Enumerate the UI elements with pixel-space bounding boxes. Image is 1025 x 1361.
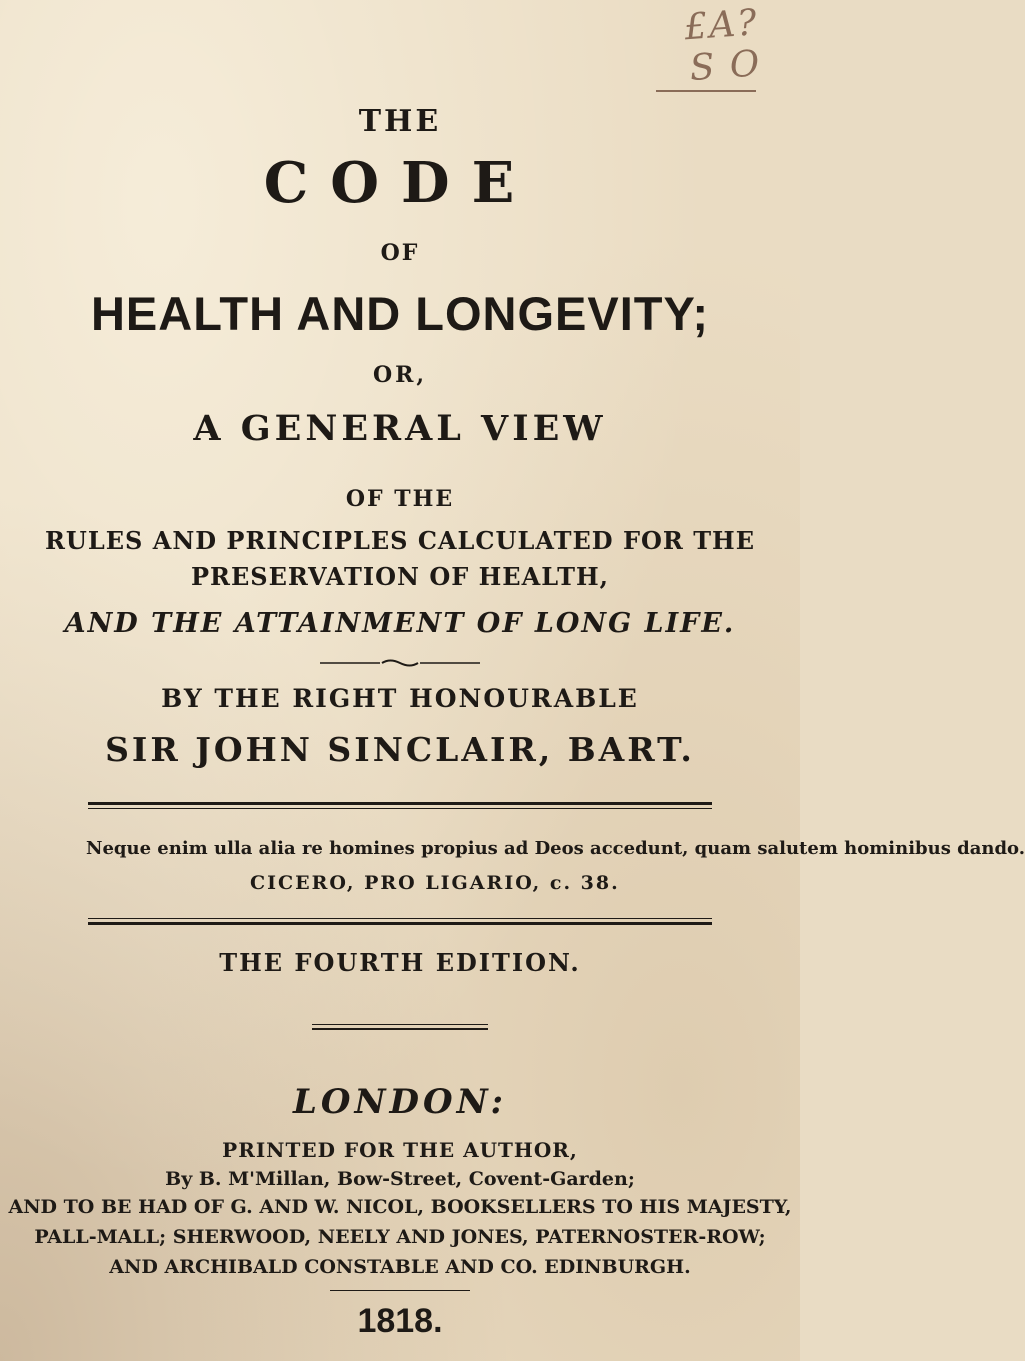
title-code: CODE [263,150,537,216]
subtitle-general-view: A GENERAL VIEW [193,408,607,449]
double-rule-top [88,802,712,805]
edition-statement: THE FOURTH EDITION. [219,948,581,977]
double-rule-bottom-thin [88,918,712,919]
short-rule-imprint [330,1290,470,1291]
double-rule-bottom [88,922,712,925]
title-the: THE [358,104,442,139]
subtitle-rules: RULES AND PRINCIPLES CALCULATED FOR THE [44,526,756,555]
short-rule-thick [312,1028,488,1030]
short-rule-thin [312,1024,488,1025]
epigraph-source: CICERO, PRO LIGARIO, c. 38. [250,872,620,894]
imprint-printer: By B. M'Millan, Bow-Street, Covent-Garden; [165,1168,635,1190]
subtitle-attainment: AND THE ATTAINMENT OF LONG LIFE. [64,608,736,639]
shelf-mark-text: £A? S O [682,2,763,90]
double-rule-top-thin [88,808,712,809]
subtitle-of-the: OF THE [345,486,455,512]
byline-honourable: BY THE RIGHT HONOURABLE [161,684,639,713]
imprint-booksellers-line3: AND ARCHIBALD CONSTABLE AND CO. EDINBURGH. [109,1256,691,1278]
title-of: OF [380,240,420,266]
imprint-booksellers-line1: AND TO BE HAD OF G. AND W. NICOL, BOOKSELLERS TO HIS MAJESTY, [8,1196,792,1218]
epigraph-quote: Neque enim ulla alia re homines propius ad Deos accedunt, quam salutem hominibus dando. [86,838,1025,859]
title-or: OR, [372,362,428,388]
subtitle-preservation: PRESERVATION OF HEALTH, [190,562,610,591]
imprint-year: 1818. [357,1302,443,1340]
author-name: SIR JOHN SINCLAIR, BART. [105,730,695,769]
ornament-divider [320,658,480,668]
handwritten-shelf-mark [650,2,763,90]
imprint-city: LONDON: [292,1082,508,1122]
imprint-booksellers-line2: PALL-MALL; SHERWOOD, NEELY AND JONES, PATERNOSTER-ROW; [34,1226,766,1248]
title-main: HEALTH AND LONGEVITY; [90,287,710,340]
imprint-printed-for: PRINTED FOR THE AUTHOR, [222,1138,578,1162]
